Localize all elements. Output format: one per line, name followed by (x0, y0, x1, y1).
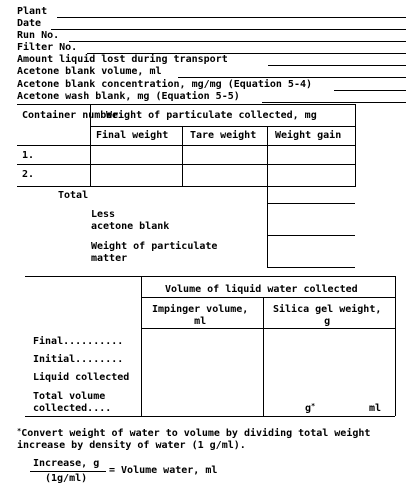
field-acetone-wash-label: Acetone wash blank, mg (Equation 5-5) (17, 91, 240, 102)
field-acetone-wash-line[interactable] (262, 102, 406, 103)
field-run-label: Run No. (17, 30, 60, 41)
field-acetone-volume-line[interactable] (178, 77, 406, 78)
row-1-label: 1. (22, 150, 35, 161)
weight-collected-header: Weight of particulate collected, mg (106, 110, 317, 121)
formula-numerator: Increase, g (33, 458, 100, 469)
weight-particulate-label: Weight of particulate matter (91, 241, 218, 264)
footnote (17, 428, 407, 452)
field-date-line[interactable] (51, 29, 406, 30)
field-date-label: Date (17, 18, 42, 29)
final-row-label: Final.......... (33, 336, 124, 347)
container-number-header: Container number (22, 110, 119, 121)
ml-unit: ml (369, 403, 382, 414)
field-plant-line[interactable] (57, 17, 406, 18)
tare-weight-header: Tare weight (190, 130, 257, 141)
less-acetone-blank-label: Less acetone blank (91, 209, 170, 232)
initial-row-label: Initial........ (33, 354, 124, 365)
impinger-volume-header: Impinger volume, ml (152, 304, 249, 327)
total-volume-label: Total volume collected.... (33, 391, 112, 414)
field-liquid-lost-line[interactable] (268, 65, 406, 66)
field-run-line[interactable] (69, 41, 406, 42)
row-2-label: 2. (22, 169, 35, 180)
total-label: Total (58, 190, 89, 201)
footnote-mark: * (17, 427, 22, 435)
field-acetone-volume-label: Acetone blank volume, ml (17, 66, 162, 77)
field-filter-label: Filter No. (17, 42, 78, 53)
footnote-text: Convert weight of water to volume by dividing total weight increase by density of water (1 g/ml). (17, 428, 371, 451)
field-acetone-conc-label: Acetone blank concentration, mg/mg (Equation 5-4) (17, 79, 313, 90)
final-weight-header: Final weight (96, 130, 169, 141)
weight-gain-header: Weight gain (275, 130, 342, 141)
formula-denominator: (1g/ml) (45, 473, 88, 484)
field-liquid-lost-label: Amount liquid lost during transport (17, 54, 228, 65)
water-volume-header: Volume of liquid water collected (165, 284, 358, 295)
field-acetone-conc-line[interactable] (334, 90, 406, 91)
liquid-collected-label: Liquid collected (33, 372, 130, 383)
gel-unit: g* (305, 402, 316, 414)
formula-result: = Volume water, ml (109, 465, 218, 476)
silica-gel-weight-header: Silica gel weight, g (273, 304, 382, 327)
field-plant-label: Plant (17, 6, 48, 17)
